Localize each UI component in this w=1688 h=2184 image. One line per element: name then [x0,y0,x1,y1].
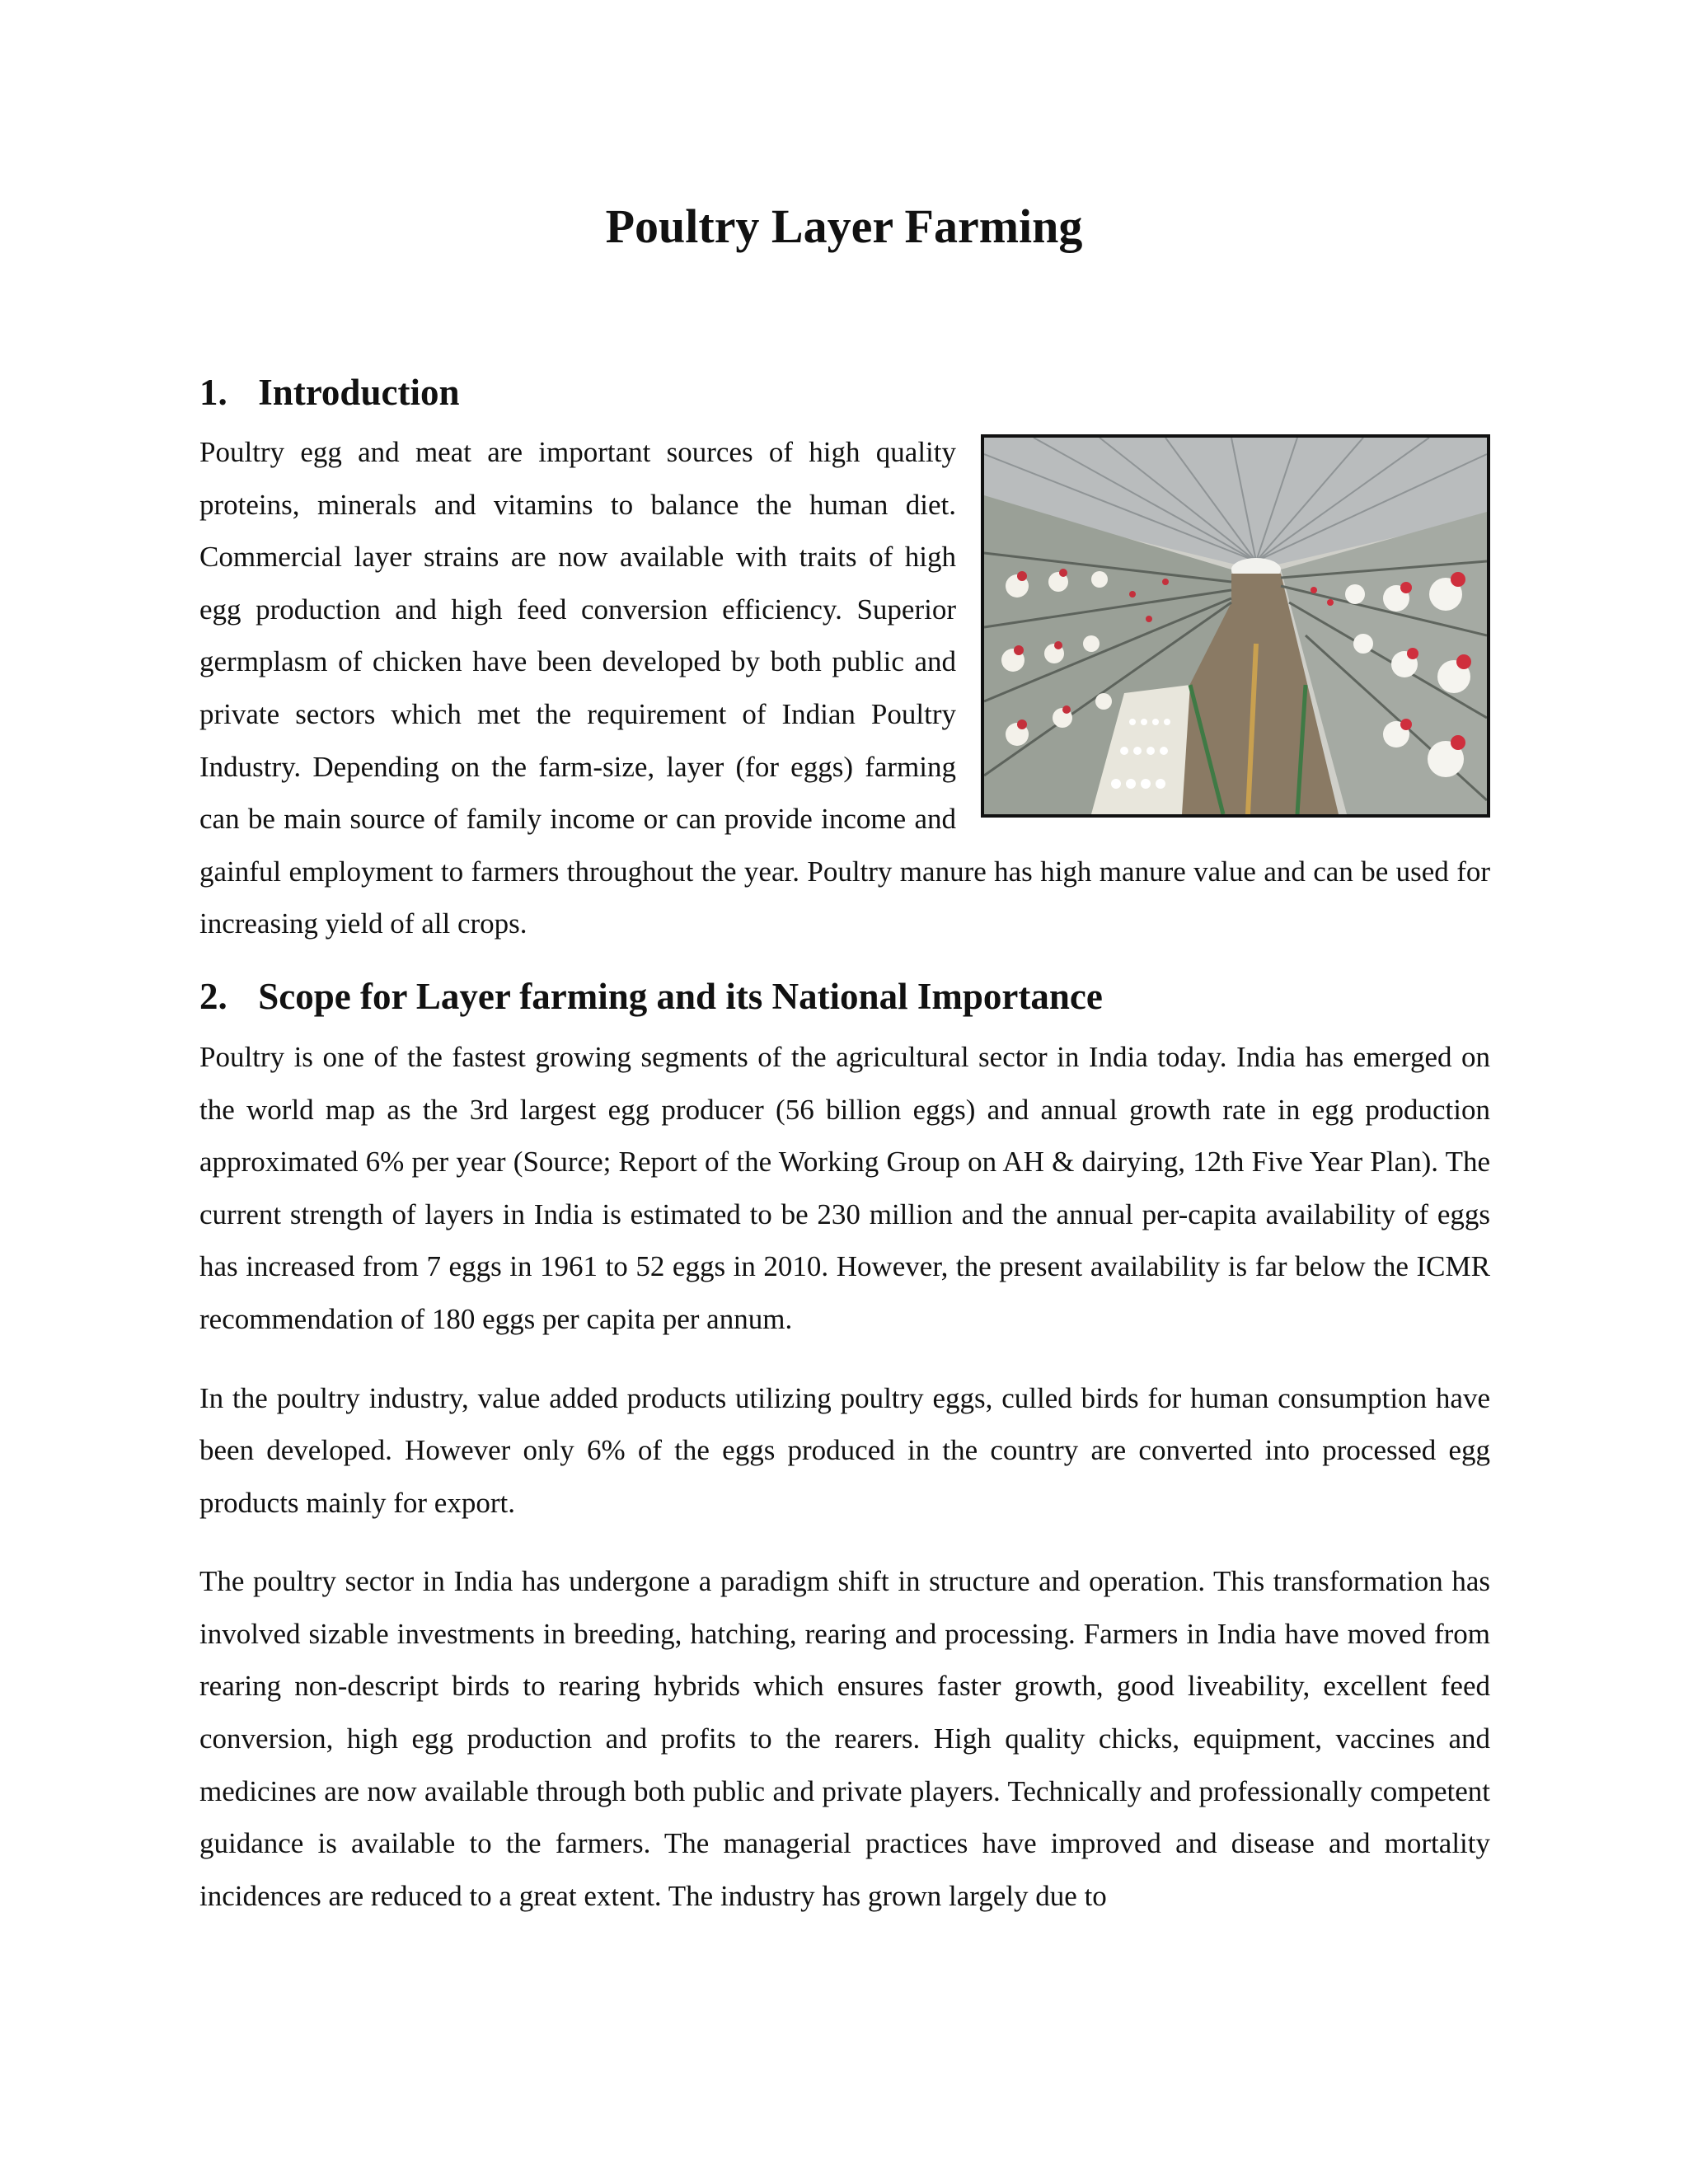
section-title: Introduction [258,372,460,413]
section-number: 2. [199,975,227,1017]
section-heading-scope [199,967,1490,1026]
scope-paragraph-1: Poultry is one of the fastest growing segments of the agricultural sector in India today. India has emerged on the world map as the 3rd largest egg producer (56 billion eggs) and annual growth rate in egg production approximated 6% per year (Source; Report of the Working Group on AH & dairying, 12th Five Year Plan). The current strength of layers in India is estimated to be 230 million and the annual per-capita availability of eggs has increased from 7 eggs in 1961 to 52 eggs in 2010. However, the present availability is far below the ICMR recommendation of 180 eggs per capita per annum. [199,1040,1490,1335]
document-body [199,363,1490,1922]
scope-paragraph-2: In the poultry industry, value added products utilizing poultry eggs, culled birds for human consumption have been developed. However only 6% of the eggs produced in the country are converted into processed egg products mainly for export. [199,1381,1490,1519]
page-title: Poultry Layer Farming [605,199,1083,253]
section-number: 1. [199,372,227,413]
introduction-paragraph: Poultry egg and meat are important sources of high quality proteins, minerals and vitamins to balance the human diet. Commercial layer strains are now available with traits of high egg production and high feed conversion efficiency. Superior germplasm of chicken have been developed by both public and private sectors which met the requirement of Indian Poultry Industry. Depending on the farm-size, layer (for eggs) farming can be main source of family income or can provide income and gainful employment to farmers throughout the year. Poultry manure has high manure value and can be used for increasing yield of all crops. [199,436,1490,940]
section-heading-introduction [199,363,1490,422]
scope-paragraph-3: The poultry sector in India has undergone a paradigm shift in structure and operation. This transformation has involved sizable investments in breeding, hatching, rearing and processing. Farmers in India have moved from rearing non-descript birds to rearing hybrids which ensures faster growth, good liveability, excellent feed conversion, high egg production and profits to the rearers. High quality chicks, equipment, vaccines and medicines are now available through both public and private players. Technically and professionally competent guidance is available to the farmers. The managerial practices have improved and disease and mortality incidences are reduced to a great extent. The industry has grown largely due to [199,1565,1490,1912]
poultry-farm-photo [981,434,1490,818]
section-title: Scope for Layer farming and its National Importance [258,975,1103,1017]
